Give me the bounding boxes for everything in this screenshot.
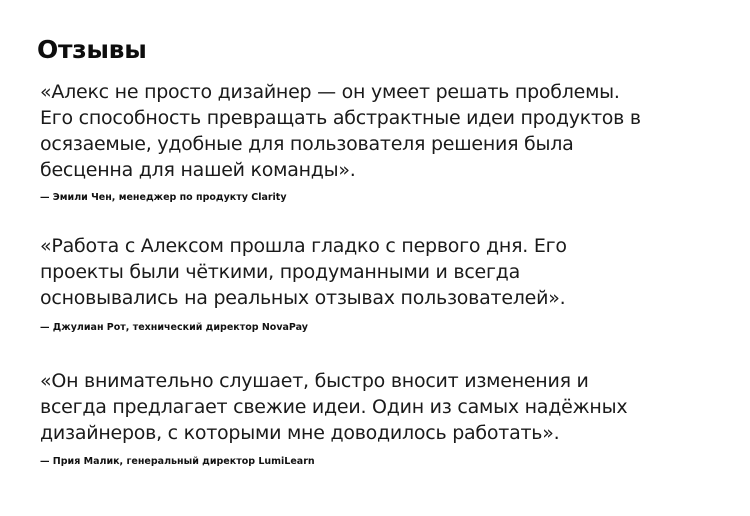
testimonial-author: — Джулиан Рот, технический директор NovaPay [40,322,308,333]
testimonial-item [40,368,730,467]
section-title: Отзывы [37,35,147,64]
testimonial-quote: «Он внимательно слушает, быстро вносит изменения и всегда предлагает свежие идеи. Один из самых надёжных дизайнеров, с которыми мне доводилось работать». [40,370,628,444]
testimonial-author: — Прия Малик, генеральный директор LumiLearn [40,456,315,467]
testimonial-author: — Эмили Чен, менеджер по продукту Clarity [40,192,287,203]
testimonial-quote: «Алекс не просто дизайнер — он умеет решать проблемы. Его способность превращать абстрактные идеи продуктов в осязаемые, удобные для пользователя решения была бесценна для нашей команды». [40,81,641,181]
testimonial-item [40,79,730,203]
testimonial-item [40,233,730,333]
testimonial-quote: «Работа с Алексом прошла гладко с первого дня. Его проекты были чёткими, продуманными и всегда основывались на реальных отзывах пользователей». [40,235,567,309]
